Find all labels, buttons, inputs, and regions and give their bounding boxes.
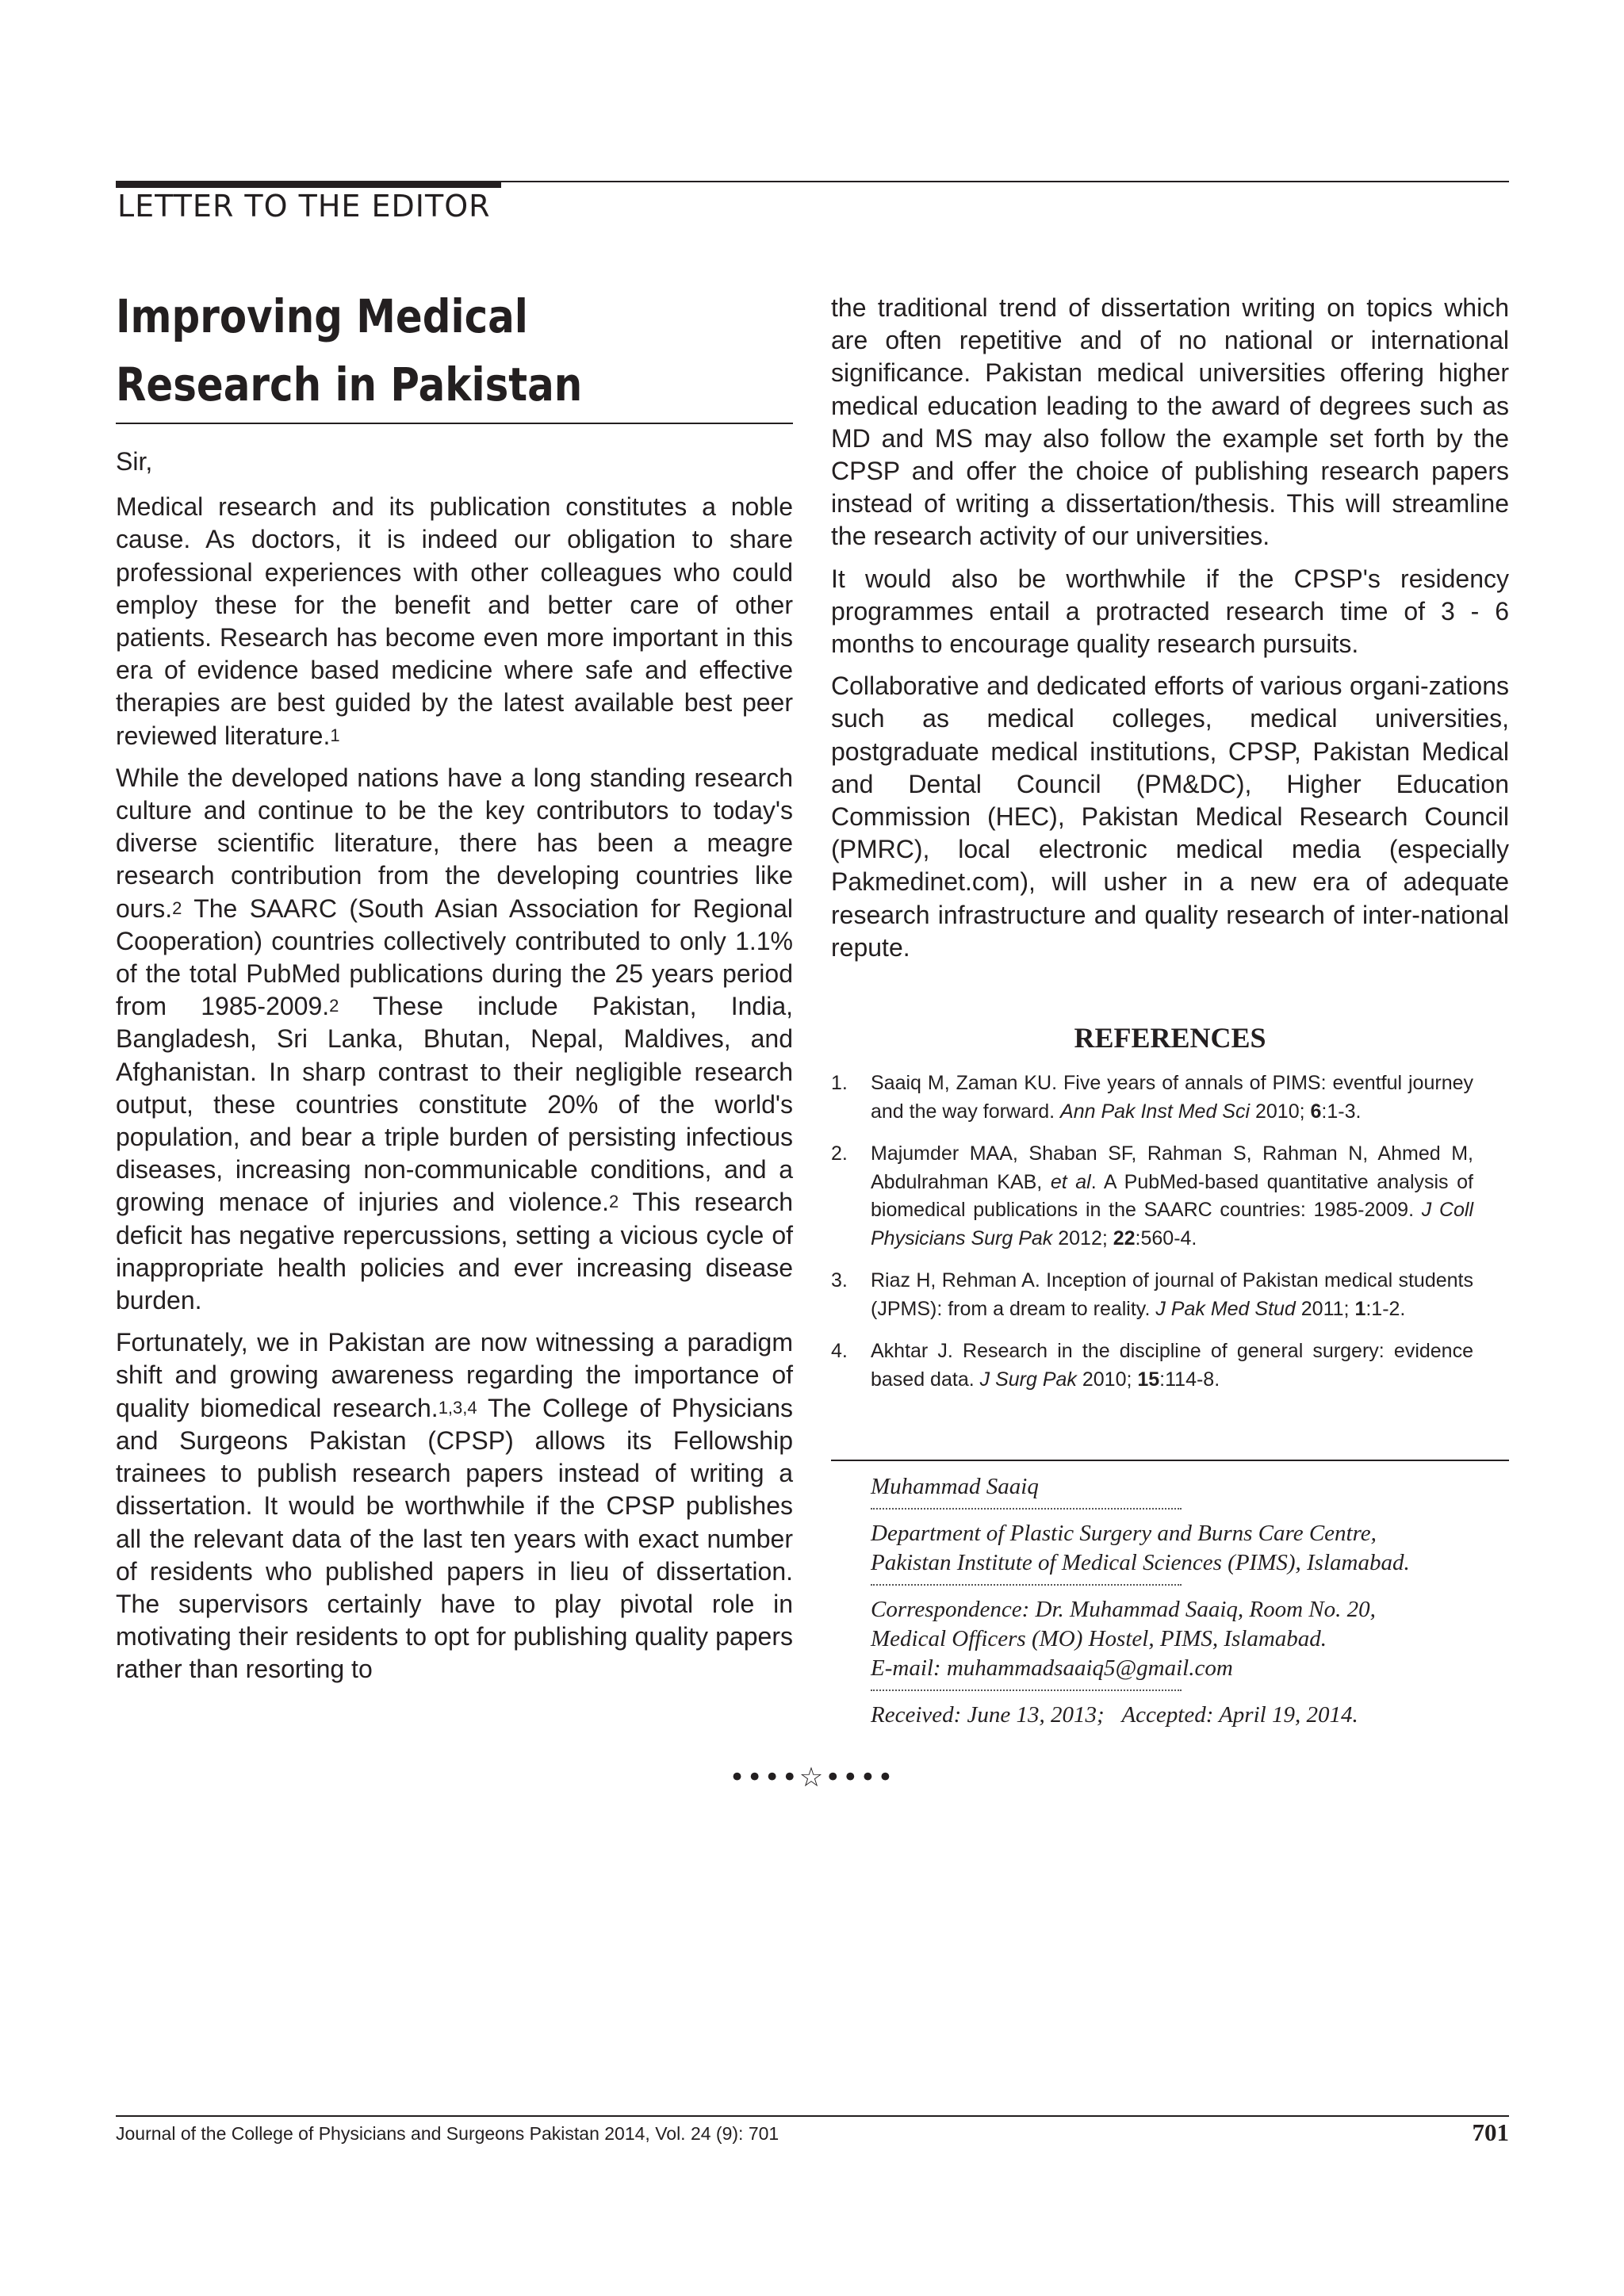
bold-text: 15	[1137, 1368, 1160, 1391]
body-paragraph	[831, 292, 1509, 553]
dotted-divider	[871, 1508, 1182, 1510]
text-run: :1-2.	[1365, 1297, 1406, 1320]
left-paragraphs	[116, 491, 793, 1686]
footer-journal: Journal of the College of Physicians and Surgeons Pakistan 2014, Vol. 24 (9): 701	[116, 2123, 779, 2144]
department-line-1: Department of Plastic Surgery and Burns Care Centre,	[871, 1521, 1377, 1546]
footer-rule	[116, 2115, 1509, 2117]
bold-text: 1	[1354, 1297, 1366, 1320]
received-date: Received: June 13, 2013;	[871, 1702, 1105, 1728]
end-ornament: ••••☆••••	[729, 1762, 895, 1793]
text-run: Riaz H, Rehman A. Inception of journal of Pakistan medical students (JPMS): from a dream to reality.	[871, 1269, 1473, 1320]
author-name	[871, 1469, 1505, 1508]
text-run: :114-8.	[1159, 1368, 1220, 1391]
text-run: While the developed nations have a long standing research culture and continue to be the key contributors to today's diverse scientific literature, there has been a meagre research contribution from the developing countries like ours.	[116, 763, 793, 923]
italic-text: et al	[1050, 1170, 1091, 1193]
references-list	[831, 1070, 1473, 1408]
citation-superscript: 2	[609, 1192, 619, 1212]
citation-superscript: 2	[329, 996, 339, 1016]
department-line-2: Pakistan Institute of Medical Sciences (PIMS), Islamabad.	[871, 1550, 1410, 1575]
reference-text	[871, 1142, 1473, 1249]
text-run: These include Pakistan, India, Bangladesh, Sri Lanka, Bhutan, Nepal, Maldives, and Afghanistan. In sharp contrast to their negligible research output, these countries constitute 20% of the world's population, and bear a triple burden of persisting infectious diseases, increasing non-communicable conditions, and a growing menace of injuries and violence.	[116, 992, 794, 1217]
text-run: . A PubMed-based quantitative analysis of biomedical publications in the SAARC countries: 1985-2009.	[871, 1170, 1473, 1221]
text-run: :560-4.	[1135, 1226, 1197, 1249]
text-run: Majumder MAA, Shaban SF, Rahman S, Rahman N, Ahmed M, Abdulrahman KAB,	[871, 1142, 1473, 1193]
affiliation-block	[871, 1469, 1505, 1736]
italic-text: J Coll Physicians Surg Pak	[871, 1199, 1474, 1249]
text-run: Medical research and its publication constitutes a noble cause. As doctors, it is indeed our obligation to share professional experiences with other colleagues who could employ these for the benefit and better care of other patients. Research has become even more important in this era of evidence based medicine where safe and effective therapies are best guided by the latest available best peer reviewed literature.	[116, 492, 793, 750]
text-run: The SAARC (South Asian Association for Regional Cooperation) countries collectively contributed to only 1.1% of the total PubMed publications during the 25 years period from 1985-2009.	[116, 894, 793, 1021]
reference-text	[871, 1072, 1473, 1123]
citation-superscript: 2	[172, 897, 182, 918]
text-run: 2011;	[1295, 1297, 1355, 1320]
text-run: 2012;	[1052, 1226, 1113, 1249]
affiliation-rule	[831, 1460, 1509, 1461]
text-run: 2010;	[1250, 1100, 1311, 1123]
reference-item	[831, 1337, 1473, 1394]
author-name-text: Muhammad Saaiq	[871, 1474, 1039, 1499]
body-paragraph	[831, 670, 1509, 964]
italic-text: J Pak Med Stud	[1155, 1297, 1296, 1320]
dotted-divider	[871, 1689, 1182, 1691]
section-label: LETTER TO THE EDITOR	[117, 189, 491, 224]
dates	[871, 1697, 1505, 1736]
reference-number: 3.	[831, 1269, 848, 1292]
text-run: This research deficit has negative repercussions, setting a vicious cycle of inappropriate health policies and ever increasing disease burden.	[116, 1188, 794, 1315]
text-run: It would also be worthwhile if the CPSP's residency programmes entail a protracted research time of 3 - 6 months to encourage quality research pursuits.	[831, 564, 1509, 659]
reference-number: 4.	[831, 1340, 848, 1362]
correspondence	[871, 1592, 1505, 1689]
text-run: 2010;	[1076, 1368, 1138, 1391]
text-run: the traditional trend of dissertation writing on topics which are often repetitive and of no national or international significance. Pakistan medical universities offering higher medical education leading to the award of degrees such as MD and MS may also follow the example set forth by the CPSP and offer the choice of publishing research papers instead of writing a dissertation/thesis. This will streamline the research activity of our universities.	[831, 293, 1509, 551]
reference-item	[831, 1267, 1473, 1323]
text-run: Collaborative and dedicated efforts of various organi-zations such as medical colleges, medical universities, postgraduate medical institutions, CPSP, Pakistan Medical and Dental Council (PM&DC), Higher Education Commission (HEC), Pakistan Medical Research Council (PMRC), local electronic medical media (especially Pakmedinet.com), will usher in a new era of adequate research infrastructure and quality research of inter-national repute.	[831, 672, 1509, 962]
body-paragraph	[116, 1326, 793, 1686]
citation-superscript: 1	[330, 725, 340, 745]
bold-text: 6	[1310, 1100, 1322, 1123]
reference-text	[871, 1340, 1473, 1391]
department	[871, 1516, 1505, 1584]
left-column	[116, 446, 793, 1696]
dotted-divider	[871, 1584, 1182, 1586]
italic-text: Ann Pak Inst Med Sci	[1060, 1100, 1251, 1123]
reference-number: 2.	[831, 1142, 848, 1165]
accepted-date: Accepted: April 19, 2014.	[1121, 1702, 1358, 1728]
body-paragraph	[116, 762, 793, 1317]
bold-text: 22	[1113, 1226, 1136, 1249]
right-column	[831, 292, 1509, 974]
citation-superscript: 1,3,4	[438, 1397, 477, 1418]
section-bar	[116, 181, 501, 188]
correspondence-line-1: Correspondence: Dr. Muhammad Saaiq, Room No. 20,	[871, 1597, 1376, 1622]
article-title: Improving Medical Research in Pakistan	[116, 289, 583, 411]
reference-item	[831, 1140, 1473, 1253]
text-run: Akhtar J. Research in the discipline of general surgery: evidence based data.	[871, 1340, 1473, 1391]
italic-text: J Surg Pak	[979, 1368, 1077, 1391]
reference-text	[871, 1269, 1473, 1320]
text-run: Saaiq M, Zaman KU. Five years of annals of PIMS: eventful journey and the way forward.	[871, 1072, 1473, 1123]
reference-number: 1.	[831, 1072, 848, 1094]
text-run: Fortunately, we in Pakistan are now witnessing a paradigm shift and growing awareness regarding the importance of quality biomedical research.	[116, 1328, 793, 1422]
text-run: :1-3.	[1321, 1100, 1362, 1123]
email-line: E-mail: muhammadsaaiq5@gmail.com	[871, 1655, 1233, 1681]
correspondence-line-2: Medical Officers (MO) Hostel, PIMS, Islamabad.	[871, 1626, 1327, 1651]
body-paragraph	[831, 563, 1509, 661]
body-paragraph	[116, 491, 793, 752]
text-run: The College of Physicians and Surgeons Pakistan (CPSP) allows its Fellowship trainees to publish research papers instead of writing a dissertation. It would be worthwhile if the CPSP publishes all the relevant data of the last ten years with exact number of residents who published papers in lieu of dissertation. The supervisors certainly have to play pivotal role in motivating their residents to opt for publishing quality papers rather than resorting to	[116, 1393, 793, 1684]
salutation: Sir,	[116, 447, 153, 476]
references-heading: REFERENCES	[1074, 1022, 1266, 1054]
reference-item	[831, 1070, 1473, 1126]
right-paragraphs	[831, 292, 1509, 964]
page-number: 701	[1472, 2118, 1509, 2146]
title-rule	[116, 423, 793, 424]
